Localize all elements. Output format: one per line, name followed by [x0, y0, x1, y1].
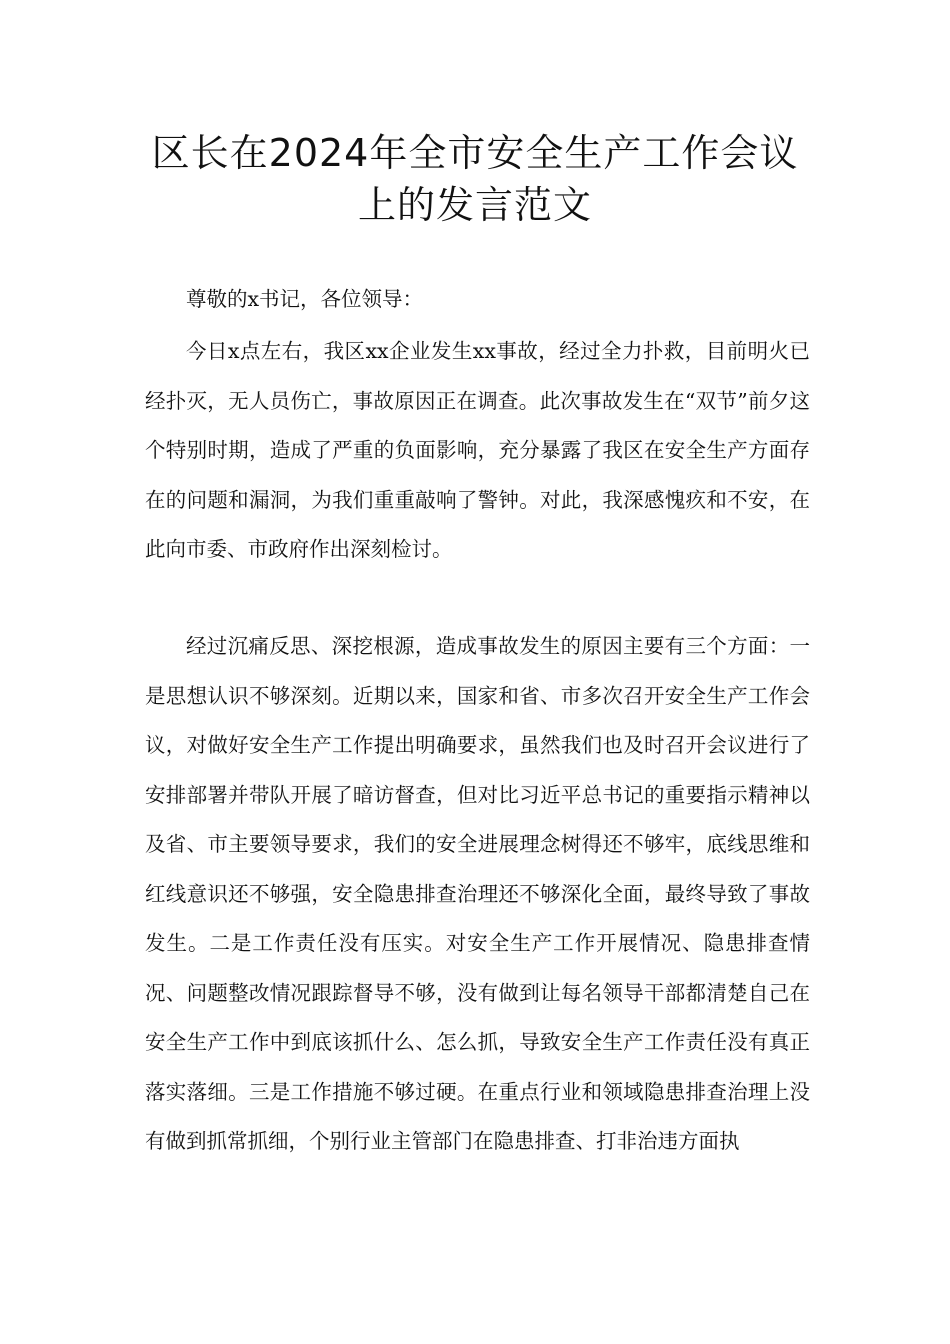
document-title-line-2: 上的发言范文 — [357, 183, 592, 227]
body-paragraph-2: 经过沉痛反思、深挖根源，造成事故发生的原因主要有三个方面：一是思想认识不够深刻。近期以来，国家和省、市多次召开安全生产工作会议，对做好安全生产工作提出明确要求，虽然我们也及时召开会议进行了安排部署并带队开展了暗访督查，但对比习近平总书记的重要指示精神以及省、市主要领导要求，我们的安全进展理念树得还不够牢，底线思维和红线意识还不够强，安全隐患排查治理还不够深化全面，最终导致了事故发生。二是工作责任没有压实。对安全生产工作开展情况、隐患排查情况、问题整改情况跟踪督导不够，没有做到让每名领导干部都清楚自己在安全生产工作中到底该抓什么、怎么抓，导致安全生产工作责任没有真正落实落细。三是工作措施不够过硬。在重点行业和领域隐患排查治理上没有做到抓常抓细，个别行业主管部门在隐患排查、打非治违方面执 — [145, 634, 810, 1153]
body-paragraph-1: 今日x点左右，我区xx企业发生xx事故，经过全力扑救，目前明火已经扑灭，无人员伤亡，事故原因正在调查。此次事故发生在“双节”前夕这个特别时期，造成了严重的负面影响，充分暴露了我区在安全生产方面存在的问题和漏洞，为我们重重敲响了警钟。对此，我深感愧疚和不安，在此向市委、市政府作出深刻检讨。 — [145, 339, 810, 561]
salutation: 尊敬的x书记，各位领导： — [186, 287, 424, 311]
document-title-line-1: 区长在2024年全市安全生产工作会议 — [151, 131, 799, 175]
